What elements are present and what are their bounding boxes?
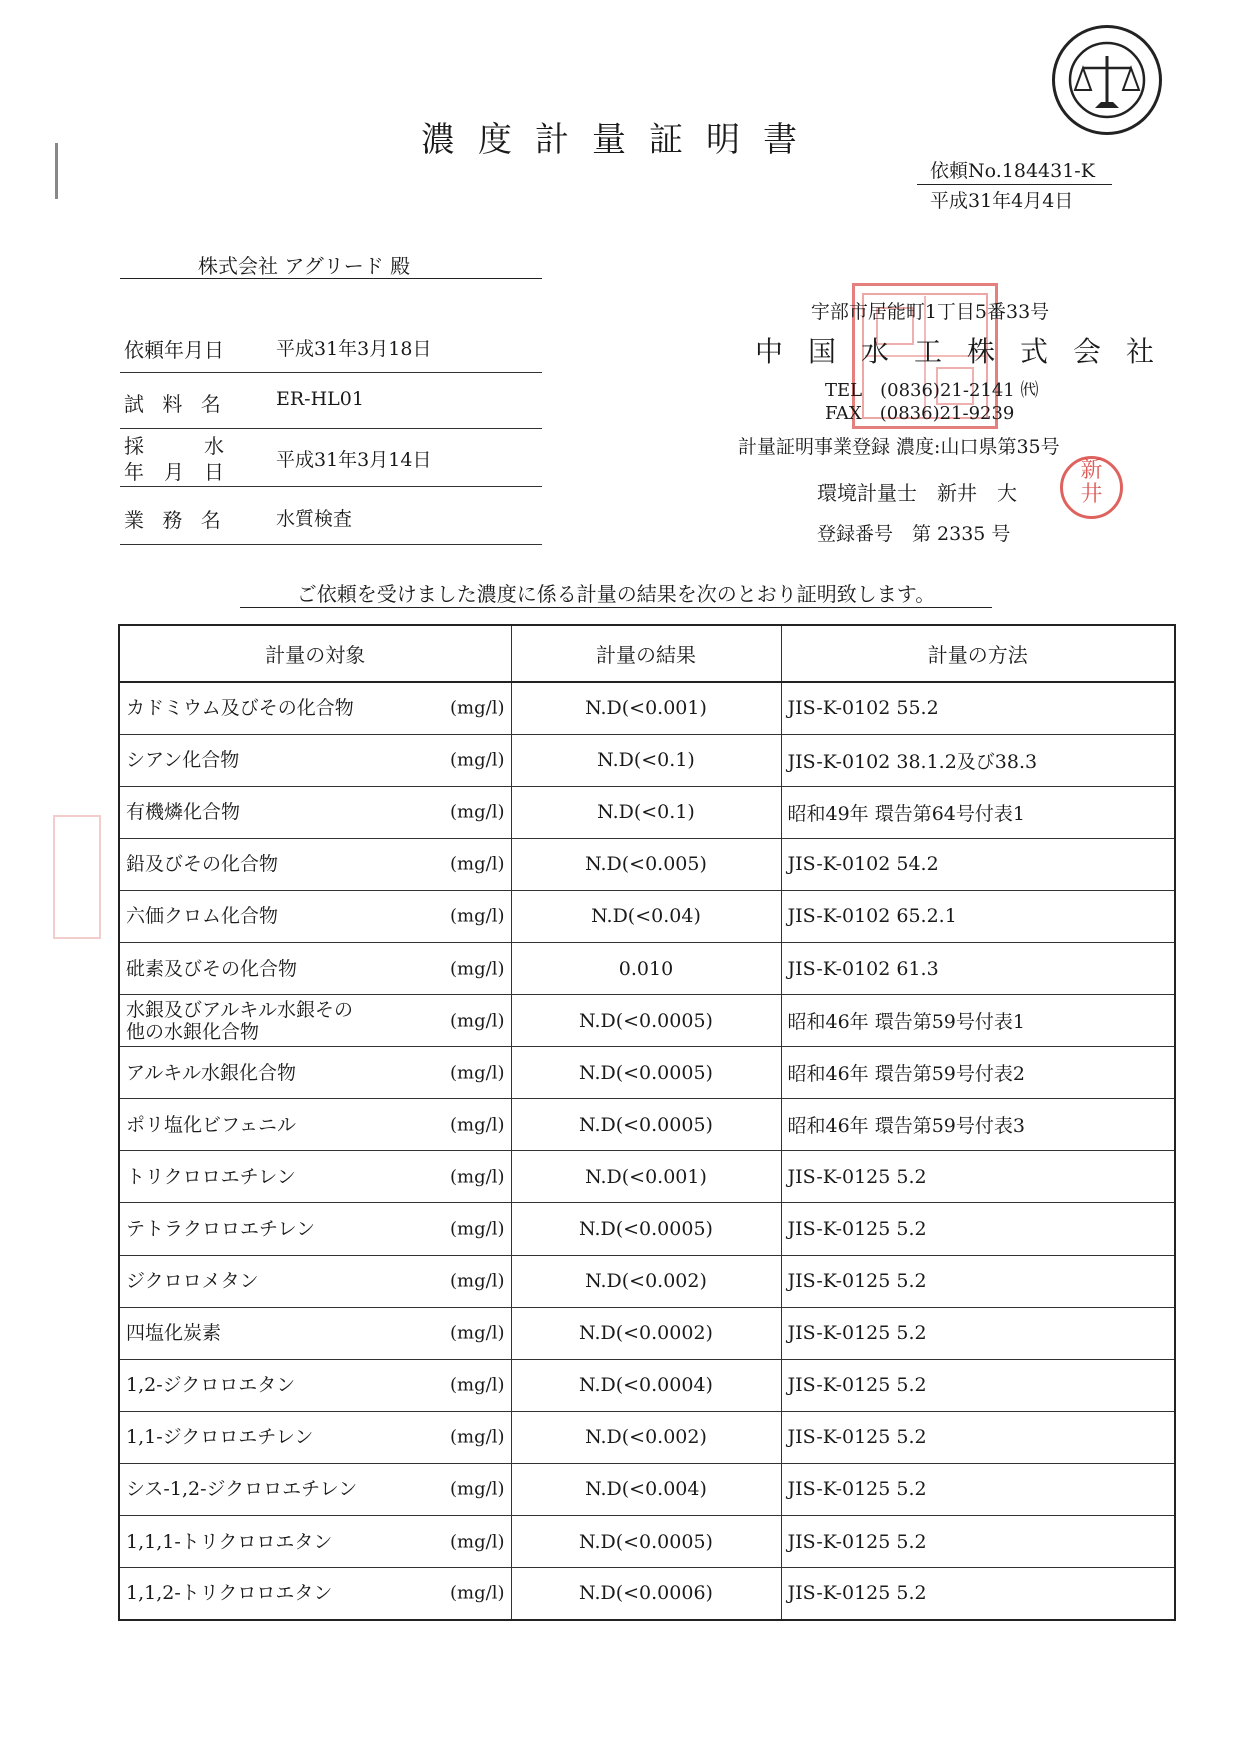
table-row bbox=[119, 942, 1175, 994]
cell-result: N.D(<0.0002) bbox=[511, 1307, 781, 1359]
issuer-company: 中国水工株式会社 bbox=[755, 335, 1180, 368]
info-label: 年 月 日 bbox=[124, 460, 224, 484]
client-name: 株式会社 アグリード 殿 bbox=[198, 254, 411, 278]
cell-result: N.D(<0.0004) bbox=[511, 1359, 781, 1411]
faded-seal-icon bbox=[53, 815, 101, 939]
table-row bbox=[119, 890, 1175, 942]
cell-target bbox=[119, 1151, 511, 1203]
cell-method: JIS-K-0125 5.2 bbox=[781, 1307, 1175, 1359]
info-value: 平成31年3月14日 bbox=[276, 449, 432, 471]
name-stamp-char: 井 bbox=[1080, 482, 1103, 507]
business-registration: 計量証明事業登録 濃度:山口県第35号 bbox=[738, 436, 1060, 458]
target-name: 1,1,2-トリクロロエタン bbox=[126, 1582, 333, 1605]
info-label: 試 料 名 bbox=[124, 392, 227, 416]
environmental-measurer: 環境計量士 新井 大 bbox=[817, 481, 1017, 505]
cell-method: JIS-K-0125 5.2 bbox=[781, 1568, 1175, 1620]
cell-result: N.D(<0.0006) bbox=[511, 1568, 781, 1620]
target-name: 有機燐化合物 bbox=[126, 801, 241, 824]
info-row-sampling-date bbox=[120, 428, 542, 487]
cell-target bbox=[119, 838, 511, 890]
cell-method: JIS-K-0102 38.1.2及び38.3 bbox=[781, 734, 1175, 786]
document-title: 濃度計量証明書 bbox=[421, 120, 820, 160]
info-value: 平成31年3月18日 bbox=[276, 338, 432, 360]
name-stamp-char: 新 bbox=[1080, 458, 1103, 483]
info-value: 水質検査 bbox=[276, 508, 353, 530]
table-row bbox=[119, 734, 1175, 786]
table-row bbox=[119, 1307, 1175, 1359]
target-name: トリクロロエチレン bbox=[126, 1165, 296, 1188]
cell-target bbox=[119, 1411, 511, 1463]
target-unit: (mg/l) bbox=[450, 1114, 505, 1136]
target-name: 砒素及びその化合物 bbox=[126, 957, 298, 980]
target-name: シス-1,2-ジクロロエチレン bbox=[126, 1478, 358, 1501]
table-row bbox=[119, 1047, 1175, 1099]
cell-result: N.D(<0.002) bbox=[511, 1411, 781, 1463]
target-unit: (mg/l) bbox=[450, 1062, 505, 1084]
header-target: 計量の対象 bbox=[119, 625, 511, 682]
cell-target bbox=[119, 1255, 511, 1307]
divider bbox=[120, 278, 542, 279]
cell-target bbox=[119, 1568, 511, 1620]
table-row bbox=[119, 1255, 1175, 1307]
cell-result: N.D(<0.001) bbox=[511, 1151, 781, 1203]
target-unit: (mg/l) bbox=[450, 801, 505, 823]
info-row-sample-name bbox=[120, 372, 542, 429]
target-unit: (mg/l) bbox=[450, 1582, 505, 1604]
divider bbox=[917, 184, 1112, 185]
target-unit: (mg/l) bbox=[450, 1166, 505, 1188]
target-unit: (mg/l) bbox=[450, 1218, 505, 1240]
cell-result: N.D(<0.005) bbox=[511, 838, 781, 890]
cell-result: N.D(<0.0005) bbox=[511, 1099, 781, 1151]
cell-method: 昭和46年 環告第59号付表3 bbox=[781, 1099, 1175, 1151]
cell-method: JIS-K-0125 5.2 bbox=[781, 1203, 1175, 1255]
target-unit: (mg/l) bbox=[450, 697, 505, 719]
cell-target bbox=[119, 1359, 511, 1411]
target-unit: (mg/l) bbox=[450, 905, 505, 927]
cell-result: N.D(<0.04) bbox=[511, 890, 781, 942]
table-row bbox=[119, 1463, 1175, 1515]
table-row bbox=[119, 682, 1175, 734]
cell-result: N.D(<0.002) bbox=[511, 1255, 781, 1307]
personal-name-stamp-icon bbox=[1060, 456, 1123, 519]
target-unit: (mg/l) bbox=[450, 749, 505, 771]
cell-method: JIS-K-0125 5.2 bbox=[781, 1359, 1175, 1411]
issue-date: 平成31年4月4日 bbox=[930, 190, 1074, 212]
cell-method: JIS-K-0125 5.2 bbox=[781, 1411, 1175, 1463]
cell-method: JIS-K-0102 65.2.1 bbox=[781, 890, 1175, 942]
cell-target bbox=[119, 1307, 511, 1359]
cell-target bbox=[119, 1099, 511, 1151]
cell-method: JIS-K-0102 54.2 bbox=[781, 838, 1175, 890]
info-label: 業 務 名 bbox=[124, 508, 227, 532]
info-label: 依頼年月日 bbox=[124, 338, 224, 362]
cell-method: 昭和46年 環告第59号付表2 bbox=[781, 1047, 1175, 1099]
target-name: 鉛及びその化合物 bbox=[126, 853, 279, 876]
target-unit: (mg/l) bbox=[450, 853, 505, 875]
cell-target bbox=[119, 995, 511, 1047]
scales-of-justice-seal-icon bbox=[1052, 25, 1162, 135]
target-name: シアン化合物 bbox=[126, 749, 240, 772]
cell-target bbox=[119, 1463, 511, 1515]
cell-result: N.D(<0.0005) bbox=[511, 1047, 781, 1099]
info-label: 採 水 bbox=[124, 434, 224, 458]
cell-target bbox=[119, 786, 511, 838]
target-name: ジクロロメタン bbox=[126, 1270, 259, 1293]
divider bbox=[240, 607, 992, 608]
cell-result: N.D(<0.0005) bbox=[511, 1516, 781, 1568]
issuer-address: 宇部市居能町1丁目5番33号 bbox=[810, 301, 1050, 323]
target-unit: (mg/l) bbox=[450, 1010, 505, 1032]
target-name: 1,1,1-トリクロロエタン bbox=[126, 1530, 333, 1553]
cell-result: N.D(<0.004) bbox=[511, 1463, 781, 1515]
cell-result: N.D(<0.001) bbox=[511, 682, 781, 734]
cell-result: N.D(<0.0005) bbox=[511, 1203, 781, 1255]
target-name: 水銀及びアルキル水銀その 他の水銀化合物 bbox=[126, 998, 354, 1043]
table-row bbox=[119, 1516, 1175, 1568]
cell-target bbox=[119, 734, 511, 786]
cell-result: N.D(<0.1) bbox=[511, 786, 781, 838]
table-row bbox=[119, 1099, 1175, 1151]
target-unit: (mg/l) bbox=[450, 1322, 505, 1344]
results-table bbox=[118, 624, 1176, 1621]
table-row bbox=[119, 786, 1175, 838]
cell-method: JIS-K-0102 55.2 bbox=[781, 682, 1175, 734]
cell-method: JIS-K-0125 5.2 bbox=[781, 1516, 1175, 1568]
registration-number: 登録番号 第 2335 号 bbox=[817, 523, 1011, 545]
table-row bbox=[119, 838, 1175, 890]
cell-target bbox=[119, 1203, 511, 1255]
target-name: ポリ塩化ビフェニル bbox=[126, 1113, 297, 1136]
target-unit: (mg/l) bbox=[450, 1426, 505, 1448]
target-unit: (mg/l) bbox=[450, 1531, 505, 1553]
cell-method: JIS-K-0125 5.2 bbox=[781, 1255, 1175, 1307]
target-name: カドミウム及びその化合物 bbox=[126, 697, 354, 720]
cell-result: 0.010 bbox=[511, 942, 781, 994]
issuer-fax: FAX (0836)21-9239 bbox=[825, 403, 1015, 424]
table-row bbox=[119, 1203, 1175, 1255]
info-row-task-name bbox=[120, 486, 542, 545]
target-unit: (mg/l) bbox=[450, 1478, 505, 1500]
cell-method: 昭和46年 環告第59号付表1 bbox=[781, 995, 1175, 1047]
cell-target bbox=[119, 942, 511, 994]
cell-method: JIS-K-0102 61.3 bbox=[781, 942, 1175, 994]
table-row bbox=[119, 995, 1175, 1047]
target-unit: (mg/l) bbox=[450, 1374, 505, 1396]
target-name: アルキル水銀化合物 bbox=[126, 1061, 297, 1084]
info-value: ER-HL01 bbox=[276, 388, 364, 410]
target-name: 六価クロム化合物 bbox=[126, 905, 279, 928]
cell-target bbox=[119, 1047, 511, 1099]
cell-target bbox=[119, 682, 511, 734]
issuer-tel: TEL (0836)21-2141 ㈹ bbox=[825, 380, 1039, 401]
target-unit: (mg/l) bbox=[450, 1270, 505, 1292]
cell-target bbox=[119, 1516, 511, 1568]
cell-method: JIS-K-0125 5.2 bbox=[781, 1151, 1175, 1203]
table-header-row bbox=[119, 625, 1175, 682]
table-row bbox=[119, 1568, 1175, 1620]
target-name: 1,1-ジクロロエチレン bbox=[126, 1426, 314, 1449]
table-row bbox=[119, 1411, 1175, 1463]
cell-result: N.D(<0.0005) bbox=[511, 995, 781, 1047]
cell-method: 昭和49年 環告第64号付表1 bbox=[781, 786, 1175, 838]
cell-target bbox=[119, 890, 511, 942]
cell-result: N.D(<0.1) bbox=[511, 734, 781, 786]
target-name: テトラクロロエチレン bbox=[126, 1217, 316, 1240]
request-number: 依頼No.184431-K bbox=[930, 160, 1095, 182]
info-row-request-date bbox=[120, 320, 542, 373]
cell-method: JIS-K-0125 5.2 bbox=[781, 1463, 1175, 1515]
certification-statement: ご依頼を受けました濃度に係る計量の結果を次のとおり証明致します。 bbox=[296, 582, 936, 606]
header-result: 計量の結果 bbox=[511, 625, 781, 682]
target-name: 1,2-ジクロロエタン bbox=[126, 1374, 296, 1397]
target-name: 四塩化炭素 bbox=[126, 1322, 222, 1345]
target-unit: (mg/l) bbox=[450, 958, 505, 980]
header-method: 計量の方法 bbox=[781, 625, 1175, 682]
table-row bbox=[119, 1359, 1175, 1411]
table-row bbox=[119, 1151, 1175, 1203]
